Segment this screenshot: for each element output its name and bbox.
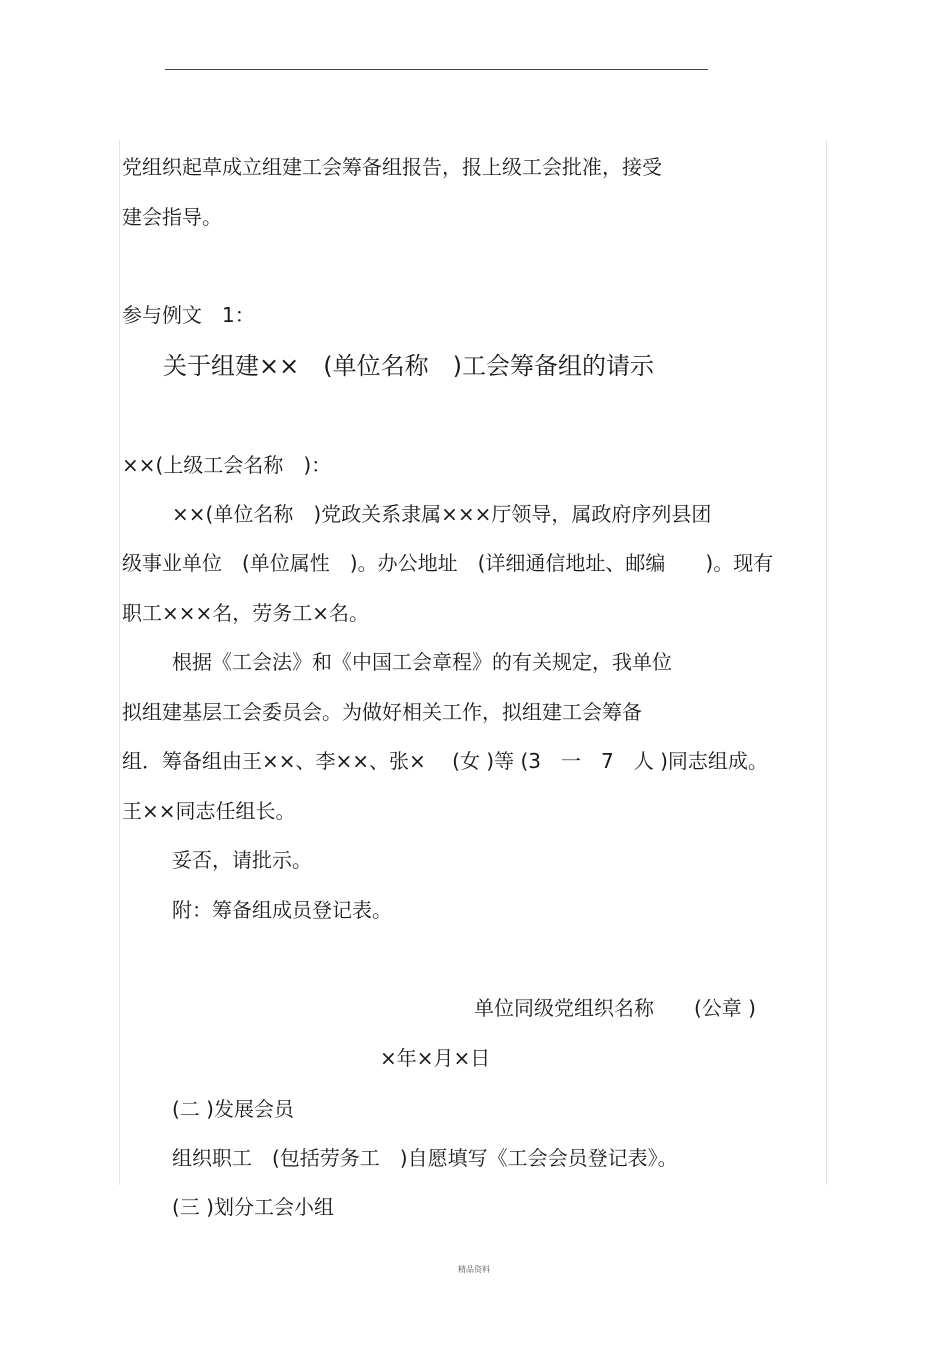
right-margin-line (826, 140, 827, 1185)
signature-line: 单位同级党组织名称 (公章 ) (474, 996, 756, 1020)
example-heading: 参与例文 1： (122, 303, 255, 327)
date-line: ×年×月×日 (380, 1046, 491, 1070)
left-margin-line (119, 140, 120, 1185)
body-line-2: 建会指导。 (122, 205, 222, 229)
section-heading-3: (三 )划分工会小组 (172, 1195, 334, 1219)
page-footer: 精品资料 (458, 1265, 490, 1274)
body-para-1-line-3: 职工×××名，劳务工×名。 (122, 601, 370, 625)
body-para-1-line-1: ××(单位名称 )党政关系隶属×××厅领导，属政府序列县团 (172, 502, 712, 526)
addressee: ××(上级工会名称 )： (122, 453, 332, 477)
request-line: 妥否，请批示。 (172, 848, 312, 872)
body-para-2-line-2: 拟组建基层工会委员会。为做好相关工作，拟组建工会筹备 (122, 700, 642, 724)
attachment-line: 附：筹备组成员登记表。 (172, 898, 392, 922)
document-title: 关于组建×× (单位名称 )工会筹备组的请示 (163, 352, 654, 380)
section-heading-2: (二 )发展会员 (172, 1097, 294, 1121)
body-para-1-line-2: 级事业单位 (单位属性 )。办公地址 (详细通信地址、邮编 )。现有 (122, 551, 774, 575)
body-para-2-line-3: 组．筹备组由王××、李××、张× (女 )等 (3 一 7 人 )同志组成。 (122, 749, 768, 773)
section-2-body: 组织职工 (包括劳务工 )自愿填写《工会会员登记表》。 (172, 1146, 678, 1170)
body-para-2-line-4: 王××同志任组长。 (122, 799, 296, 823)
body-line-1: 党组织起草成立组建工会筹备组报告，报上级工会批准，接受 (122, 155, 662, 179)
body-para-2-line-1: 根据《工会法》和《中国工会章程》的有关规定，我单位 (172, 650, 672, 674)
header-rule (165, 69, 708, 70)
